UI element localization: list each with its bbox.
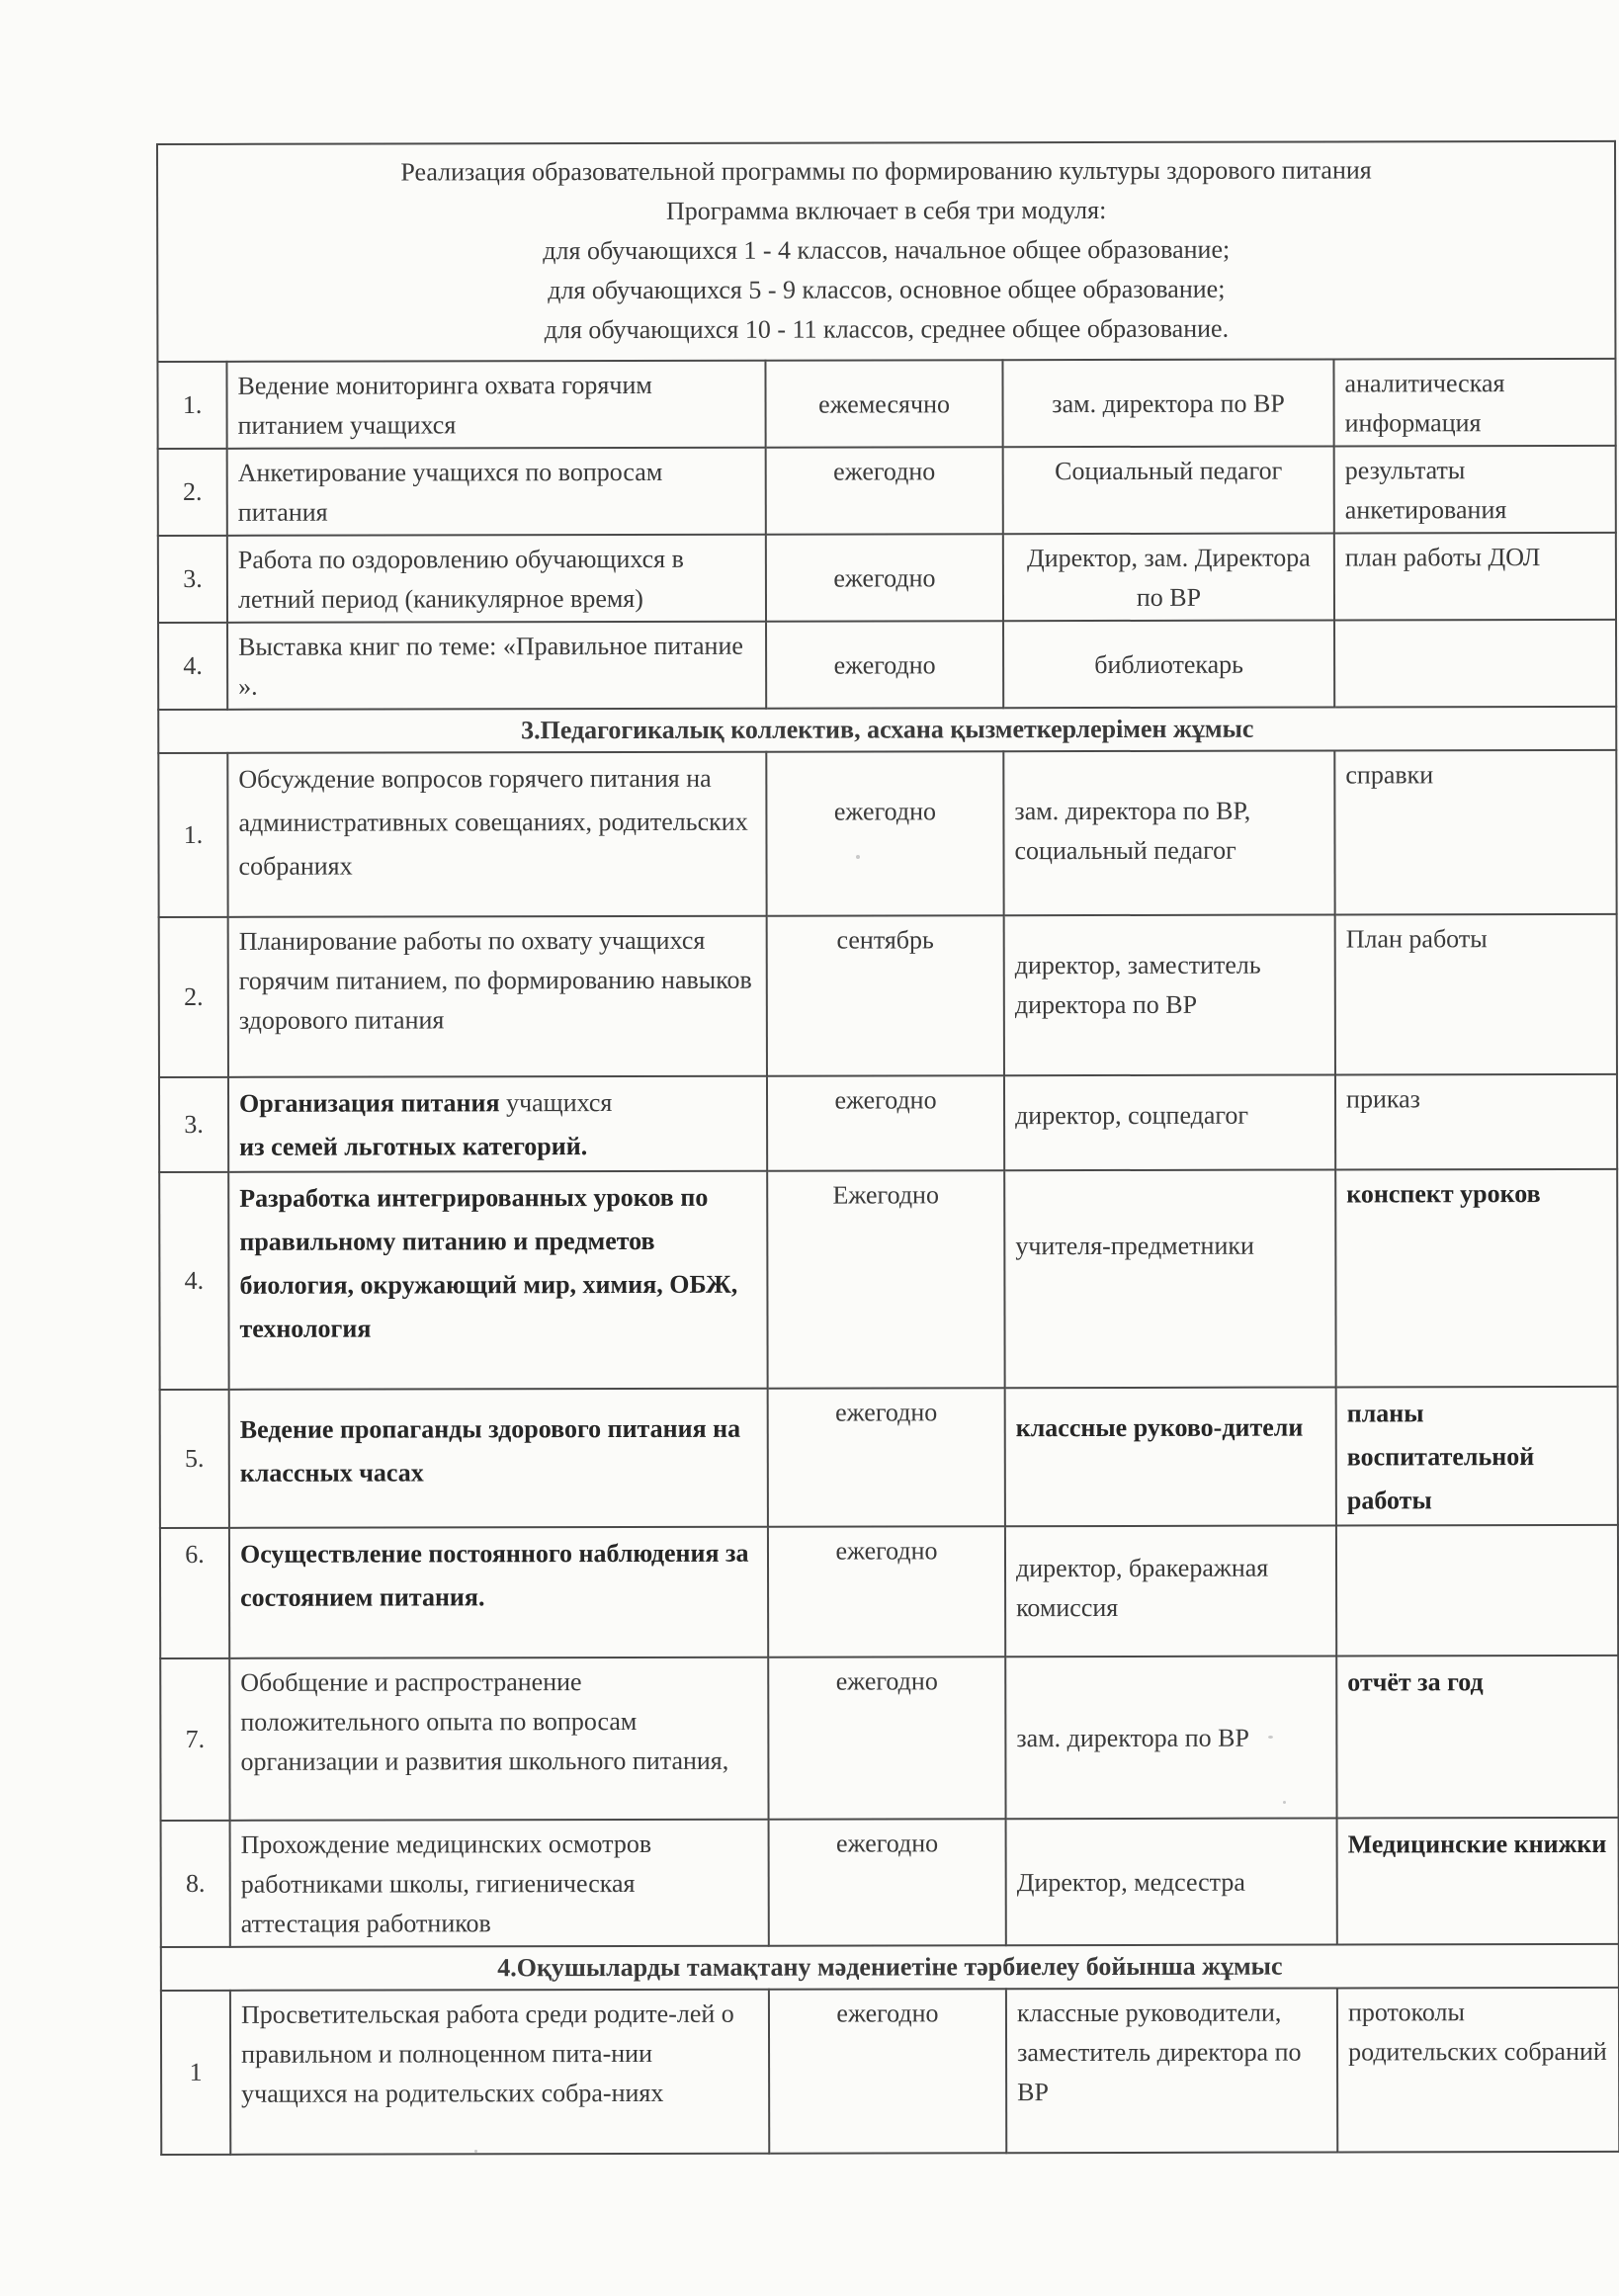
section-heading: 3.Педагогикалық коллектив, асхана қызметкерлерімен жұмыс [158, 707, 1616, 753]
table-row [157, 359, 1615, 449]
row-period: ежегодно [766, 621, 1003, 709]
row-result: планы воспитательной работы [1336, 1387, 1618, 1526]
scan-speck [856, 855, 860, 859]
row-number: 1 [161, 1991, 230, 2155]
row-period: Ежегодно [767, 1170, 1004, 1389]
heading-line: для обучающихся 5 - 9 классов, основное общее образование; [548, 274, 1226, 305]
row-number: 4. [159, 1172, 228, 1390]
table-row [158, 750, 1616, 917]
row-period: ежегодно [768, 1388, 1005, 1527]
row-result: аналитическая информация [1333, 359, 1615, 447]
scan-speck [474, 2150, 477, 2153]
row-task: Ведение пропаганды здорового питания на классных часах [229, 1389, 768, 1528]
row-number: 3. [159, 1077, 228, 1172]
row-task: Планирование работы по охвату учащихся горячим питанием, по формированию навыков здорового питания [228, 916, 767, 1077]
row-responsible: директор, бракеражная комиссия [1005, 1526, 1336, 1658]
section-heading: 4.Оқушыларды тамақтану мәдениетіне тәрбиелеу бойынша жұмыс [161, 1944, 1619, 1991]
heading-line: Реализация образовательной программы по формированию культуры здорового питания [400, 155, 1372, 187]
row-task-regular: учащихся [499, 1088, 613, 1118]
row-period: ежегодно [768, 1657, 1005, 1820]
row-number: 4. [158, 623, 227, 710]
row-number: 7. [160, 1658, 229, 1821]
row-period: ежегодно [768, 1526, 1005, 1658]
row-period: сентябрь [767, 915, 1004, 1076]
row-responsible: классные руково-дители [1005, 1388, 1336, 1527]
heading-line: для обучающихся 10 - 11 классов, среднее общее образование. [544, 313, 1230, 345]
row-result [1334, 620, 1616, 708]
row-period: ежегодно [769, 1989, 1006, 2154]
program-heading [157, 141, 1615, 362]
row-result: конспект уроков [1335, 1169, 1617, 1388]
row-responsible: Директор, медсестра [1006, 1819, 1337, 1946]
row-period: ежегодно [766, 751, 1003, 916]
row-task-bold-end: из семей льготных категорий. [239, 1132, 588, 1161]
row-result: протоколы родительских собраний [1337, 1988, 1619, 2153]
row-responsible: директор, заместитель директора по ВР [1004, 915, 1335, 1076]
row-result: План работы [1335, 914, 1617, 1075]
row-task: Выставка книг по теме: «Правильное питание ». [227, 622, 766, 710]
row-task: Осуществление постоянного наблюдения за состоянием питания. [229, 1527, 768, 1658]
row-responsible: Социальный педагог [1003, 447, 1334, 535]
row-result: приказ [1335, 1074, 1617, 1170]
table-row [159, 1074, 1617, 1172]
row-number: 1. [158, 753, 227, 917]
row-number: 3. [158, 536, 227, 623]
row-task: Работа по оздоровлению обучающихся в летний период (каникулярное время) [227, 535, 766, 623]
row-period: ежегодно [769, 1819, 1006, 1946]
table-row [159, 1169, 1617, 1390]
table-row [158, 620, 1616, 710]
row-number: 1. [157, 362, 226, 449]
table-row [161, 1818, 1619, 1947]
row-responsible: зам. директора по ВР [1005, 1657, 1336, 1820]
row-result: отчёт за год [1336, 1656, 1618, 1819]
row-number: 6. [160, 1528, 229, 1658]
section-heading-row [161, 1944, 1619, 1991]
row-task-bold-start: Организация питания [239, 1088, 500, 1118]
row-responsible: Директор, зам. Директора по ВР [1003, 534, 1334, 622]
row-responsible: зам. директора по ВР [1002, 360, 1333, 448]
plan-table [156, 140, 1619, 2156]
row-responsible: библиотекарь [1003, 621, 1334, 709]
row-responsible: классные руководители, заместитель директора по ВР [1006, 1989, 1337, 2154]
section-heading-row [158, 707, 1616, 753]
row-task [228, 1076, 767, 1172]
row-period: ежегодно [766, 447, 1003, 535]
row-period: ежегодно [767, 1075, 1004, 1171]
table-row [158, 533, 1616, 623]
scan-speck [1268, 1736, 1273, 1739]
scan-speck [1283, 1801, 1286, 1804]
row-number: 2. [158, 449, 227, 536]
table-row [160, 1387, 1618, 1528]
table-row [160, 1525, 1618, 1658]
row-number: 8. [161, 1821, 230, 1947]
row-task: Прохождение медицинских осмотров работниками школы, гигиеническая аттестация работников [230, 1820, 769, 1947]
heading-line: Программа включает в себя три модуля: [665, 195, 1107, 225]
table-row [159, 914, 1617, 1077]
row-responsible: учителя-предметники [1004, 1170, 1335, 1389]
row-task: Просветительская работа среди родите-лей о правильном и полноценном пита-нии учащихся на родительских собра-ниях [230, 1990, 769, 2155]
row-period: ежемесячно [765, 360, 1002, 448]
table-row [160, 1656, 1618, 1821]
row-result: Медицинские книжки [1337, 1818, 1619, 1945]
row-task: Обобщение и распространение положительного опыта по вопросам организации и развития школьного питания, [229, 1658, 768, 1821]
row-number: 5. [160, 1390, 229, 1528]
table-row [158, 446, 1616, 536]
row-result: справки [1334, 750, 1616, 915]
row-result: план работы ДОЛ [1334, 533, 1616, 621]
row-period: ежегодно [766, 534, 1003, 622]
row-number: 2. [159, 917, 228, 1077]
row-result: результаты анкетирования [1334, 446, 1616, 534]
row-task: Обсуждение вопросов горячего питания на административных совещаниях, родительских собраниях [227, 752, 766, 917]
row-result [1336, 1525, 1618, 1657]
row-task: Анкетирование учащихся по вопросам питания [227, 448, 766, 536]
table-row [161, 1988, 1619, 2155]
row-task: Ведение мониторинга охвата горячим питанием учащихся [226, 361, 765, 449]
row-responsible: зам. директора по ВР, социальный педагог [1003, 751, 1334, 916]
row-task: Разработка интегрированных уроков по правильному питанию и предметов биология, окружающий мир, химия, ОБЖ, технология [228, 1171, 767, 1390]
heading-line: для обучающихся 1 - 4 классов, начальное общее образование; [543, 234, 1231, 266]
row-responsible: директор, соцпедагог [1004, 1075, 1335, 1171]
program-heading-row [157, 141, 1615, 362]
